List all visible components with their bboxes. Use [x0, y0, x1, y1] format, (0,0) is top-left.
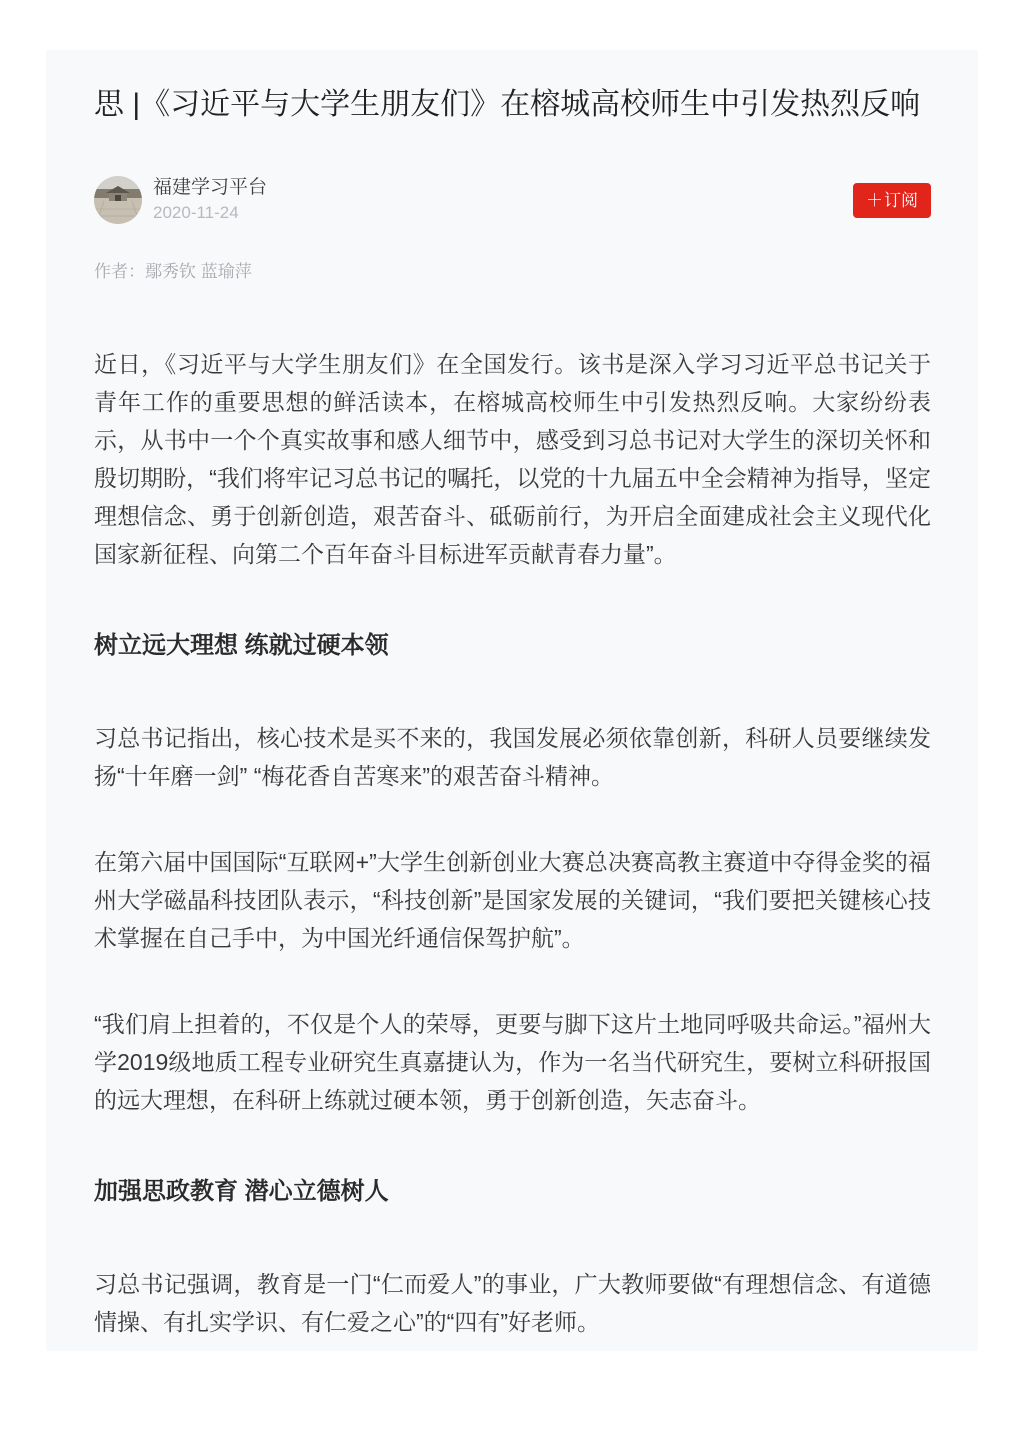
- section-heading: 加强思政教育 潜心立德树人: [94, 1178, 389, 1205]
- article-card: [46, 50, 978, 1351]
- subscribe-button[interactable]: [853, 183, 931, 218]
- article-paragraph: 近日，《习近平与大学生朋友们》在全国发行。该书是深入学习习近平总书记关于青年工作的重要思想的鲜活读本，在榕城高校师生中引发热烈反响。大家纷纷表示，从书中一个个真实故事和感人细节中，感受到习总书记对大学生的深切关怀和殷切期盼，“我们将牢记习总书记的嘱托，以党的十九届五中全会精神为指导，坚定理想信念、勇于创新创造，艰苦奋斗、砥砺前行，为开启全面建成社会主义现代化国家新征程、向第二个百年奋斗目标进军贡献青春力量”。: [94, 351, 931, 567]
- subscribe-label: 订阅: [884, 190, 918, 210]
- article-title: 思 |《习近平与大学生朋友们》在榕城高校师生中引发热烈反响: [94, 88, 921, 121]
- publisher-info: [153, 176, 853, 224]
- publisher-avatar[interactable]: [94, 176, 142, 224]
- section-heading: 树立远大理想 练就过硬本领: [94, 632, 389, 659]
- article-paragraph: 习总书记指出，核心技术是买不来的，我国发展必须依靠创新，科研人员要继续发扬“十年磨一剑” “梅花香自苦寒来”的艰苦奋斗精神。: [94, 725, 931, 789]
- byline-row: [94, 176, 931, 224]
- publisher-name[interactable]: 福建学习平台: [153, 177, 268, 198]
- article-paragraph: 在第六届中国国际“互联网+”大学生创新创业大赛总决赛高教主赛道中夺得金奖的福州大学磁晶科技团队表示，“科技创新”是国家发展的关键词，“我们要把关键核心技术掌握在自己手中，为中国光纤通信保驾护航”。: [94, 849, 931, 951]
- article-paragraph: 习总书记强调，教育是一门“仁而爱人”的事业，广大教师要做“有理想信念、有道德情操、有扎实学识、有仁爱之心”的“四有”好老师。: [94, 1271, 931, 1335]
- author-line: 作者：鄢秀钦 蓝瑜萍: [94, 262, 252, 281]
- building-photo-icon: [94, 176, 142, 224]
- article-paragraph: “我们肩上担着的，不仅是个人的荣辱，更要与脚下这片土地同呼吸共命运。”福州大学2019级地质工程专业研究生真嘉捷认为，作为一名当代研究生，要树立科研报国的远大理想，在科研上练就过硬本领，勇于创新创造，矢志奋斗。: [94, 1011, 931, 1113]
- article-body: [94, 282, 931, 1341]
- plus-icon: ＋: [866, 190, 883, 210]
- publish-date: 2020-11-24: [153, 203, 239, 222]
